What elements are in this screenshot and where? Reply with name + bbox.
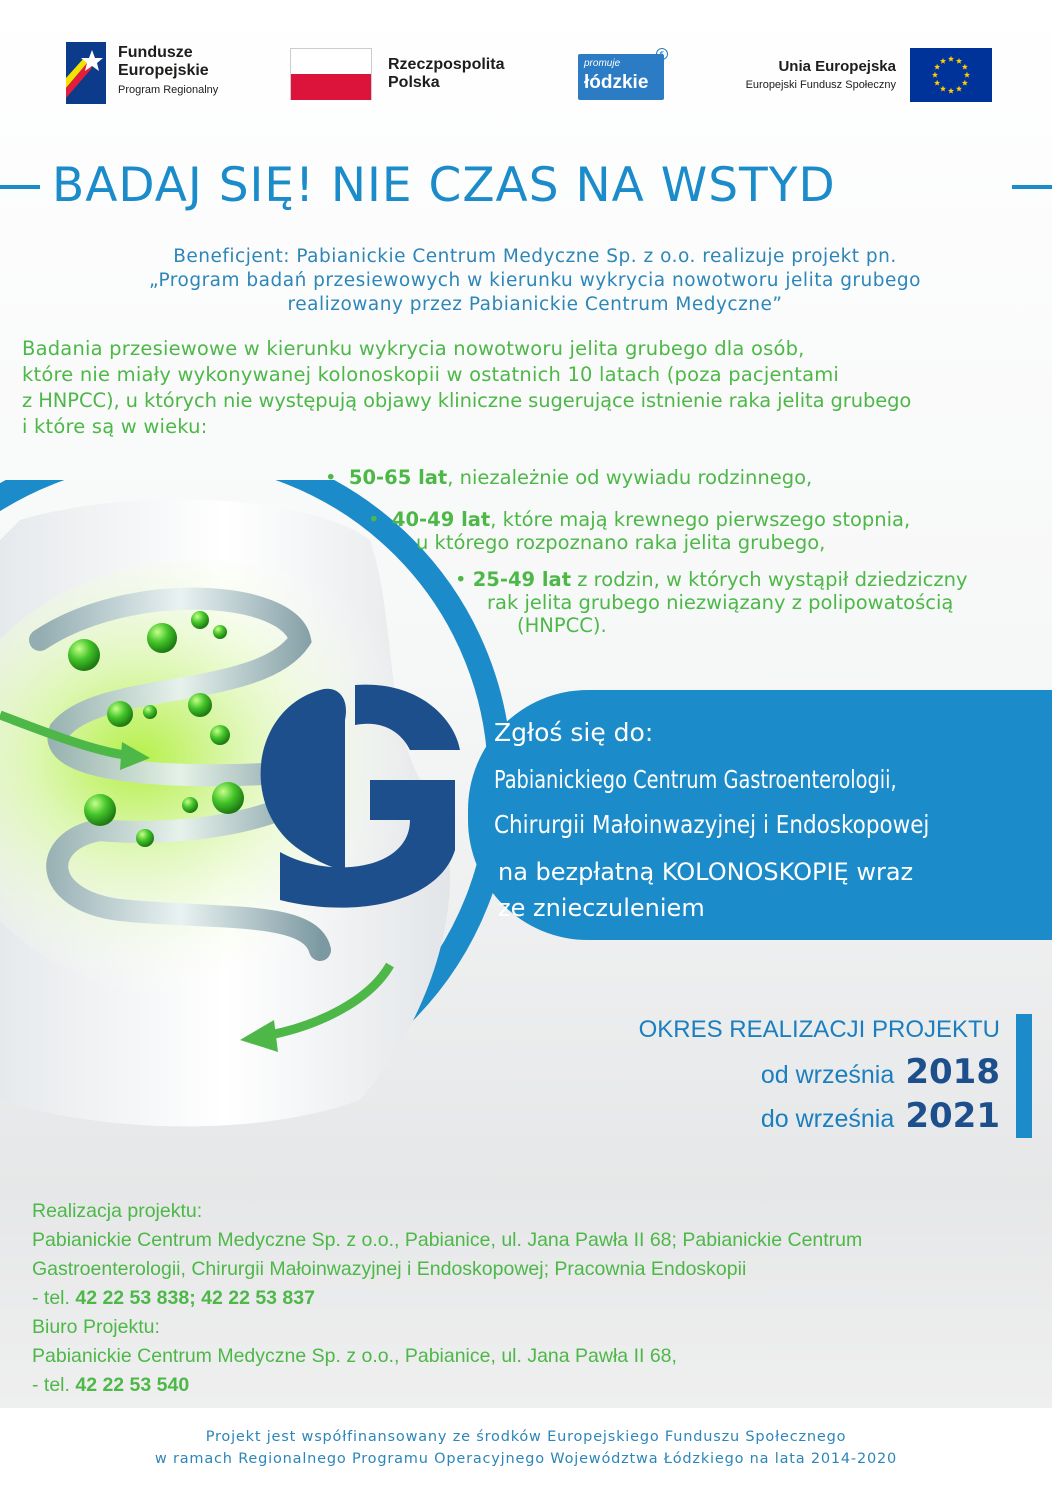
contact-line: Gastroenterologii, Chirurgii Małoinwazyjnej i Endoskopowej; Pracownia Endoskopii — [32, 1258, 747, 1280]
bullet-text: , które mają krewnego pierwszego stopnia, — [490, 508, 911, 531]
period-to — [600, 1096, 1000, 1136]
headline-rule-right — [1012, 185, 1052, 189]
contact-line: Pabianickie Centrum Medyczne Sp. z o.o., Pabianice, ul. Jana Pawła II 68; Pabianickie Centrum — [32, 1229, 863, 1251]
tel-prefix: - tel. — [32, 1287, 76, 1309]
polish-flag-icon — [290, 48, 372, 100]
logo-fundusze-europejskie — [62, 40, 262, 106]
callout-name-line2: Chirurgii Małoinwazyjnej i Endoskopowej — [494, 810, 930, 839]
intro-line: i które są w wieku: — [22, 415, 208, 438]
beneficiary-line: Beneficjent: Pabianickie Centrum Medyczne Sp. z o.o. realizuje projekt pn. — [173, 246, 897, 267]
rp-line1: Rzeczpospolita — [388, 56, 505, 73]
callout-offer-line2: ze znieczuleniem — [498, 894, 705, 922]
contact-line: Biuro Projektu: — [32, 1316, 160, 1338]
period-accent-bar — [1016, 1014, 1032, 1138]
bullet-40-49 — [368, 508, 910, 554]
footer-line: w ramach Regionalnego Programu Operacyjnego Województwa Łódzkiego na lata 2014-2020 — [154, 1451, 898, 1467]
bullet-mark: • — [325, 466, 337, 489]
contact-line: Realizacja projektu: — [32, 1200, 203, 1222]
tel-number[interactable]: 42 22 53 838; 42 22 53 837 — [75, 1287, 315, 1309]
bullet-text: rak jelita grubego niezwiązany z polipowatością — [487, 591, 954, 614]
callout-lead: Zgłoś się do: — [494, 718, 654, 747]
fe-line2: Europejskie — [118, 62, 209, 79]
period-to-label: do września — [760, 1105, 895, 1133]
bullet-text: u którego rozpoznano raka jelita grubego, — [416, 531, 826, 554]
logo-unia-europejska — [700, 48, 992, 104]
bullet-text: , niezależnie od wywiadu rodzinnego, — [447, 466, 813, 489]
rp-line2: Polska — [388, 74, 440, 91]
footer-note — [0, 1426, 1052, 1470]
intro-line: które nie miały wykonywanej kolonoskopii w ostatnich 10 latach (poza pacjentami — [22, 363, 840, 386]
period-from-year: 2018 — [905, 1052, 1000, 1092]
tel-prefix: - tel. — [32, 1374, 76, 1396]
fe-flag-icon — [62, 40, 108, 106]
period-title: OKRES REALIZACJI PROJEKTU — [638, 1016, 1000, 1043]
bullet-age: 50-65 lat — [348, 466, 448, 489]
period-to-year: 2021 — [905, 1096, 1000, 1136]
fe-line3: Program Regionalny — [118, 84, 219, 96]
footer-line: Projekt jest współfinansowany ze środków Europejskiego Funduszu Społecznego — [205, 1429, 847, 1445]
bullet-mark: • — [455, 568, 467, 591]
page-headline: BADAJ SIĘ! NIE CZAS NA WSTYD — [52, 158, 836, 213]
callout-name-line1: Pabianickiego Centrum Gastroenterologii, — [494, 765, 897, 794]
euro-circle-icon: € — [656, 48, 668, 60]
intro-line: Badania przesiewowe w kierunku wykrycia nowotworu jelita grubego dla osób, — [22, 337, 805, 360]
period-from — [600, 1052, 1000, 1092]
fe-line1: Fundusze — [118, 44, 193, 61]
logo-lodzkie — [578, 48, 670, 102]
eu-flag-icon — [910, 48, 992, 102]
contact-phone-line — [32, 1284, 1042, 1313]
bullet-age: 25-49 lat — [472, 568, 572, 591]
headline-rule-left — [0, 185, 40, 189]
ue-sub: Europejski Fundusz Społeczny — [745, 79, 896, 91]
bullet-age: 40-49 lat — [391, 508, 491, 531]
intro-line: z HNPCC), u których nie występują objawy kliniczne sugerujące istnienie raka jelita grubego — [22, 389, 912, 412]
bullet-text: z rodzin, w których wystąpił dziedziczny — [571, 568, 968, 591]
contact-block — [32, 1197, 1042, 1400]
bullet-50-65 — [325, 466, 812, 489]
contact-phone-line — [32, 1371, 1042, 1400]
lodzkie-big: łódzkie — [584, 72, 649, 93]
lodzkie-small: promuje — [584, 58, 621, 69]
contact-line: Pabianickie Centrum Medyczne Sp. z o.o., Pabianice, ul. Jana Pawła II 68, — [32, 1345, 677, 1367]
bullet-text: (HNPCC). — [517, 614, 607, 637]
beneficiary-line: „Program badań przesiewowych w kierunku wykrycia nowotworu jelita grubego — [149, 270, 921, 291]
logo-rzeczpospolita — [290, 48, 540, 102]
bullet-mark: • — [368, 508, 380, 531]
beneficiary-line: realizowany przez Pabianickie Centrum Medyczne” — [287, 294, 783, 315]
beneficiary-block — [40, 245, 1030, 317]
intro-block — [22, 336, 1042, 440]
period-from-label: od września — [760, 1061, 895, 1089]
bullet-25-49 — [455, 568, 968, 637]
tel-number[interactable]: 42 22 53 540 — [75, 1374, 190, 1396]
ue-title: Unia Europejska — [778, 58, 896, 75]
callout-offer-line1: na bezpłatną KOLONOSKOPIĘ wraz — [498, 858, 914, 886]
